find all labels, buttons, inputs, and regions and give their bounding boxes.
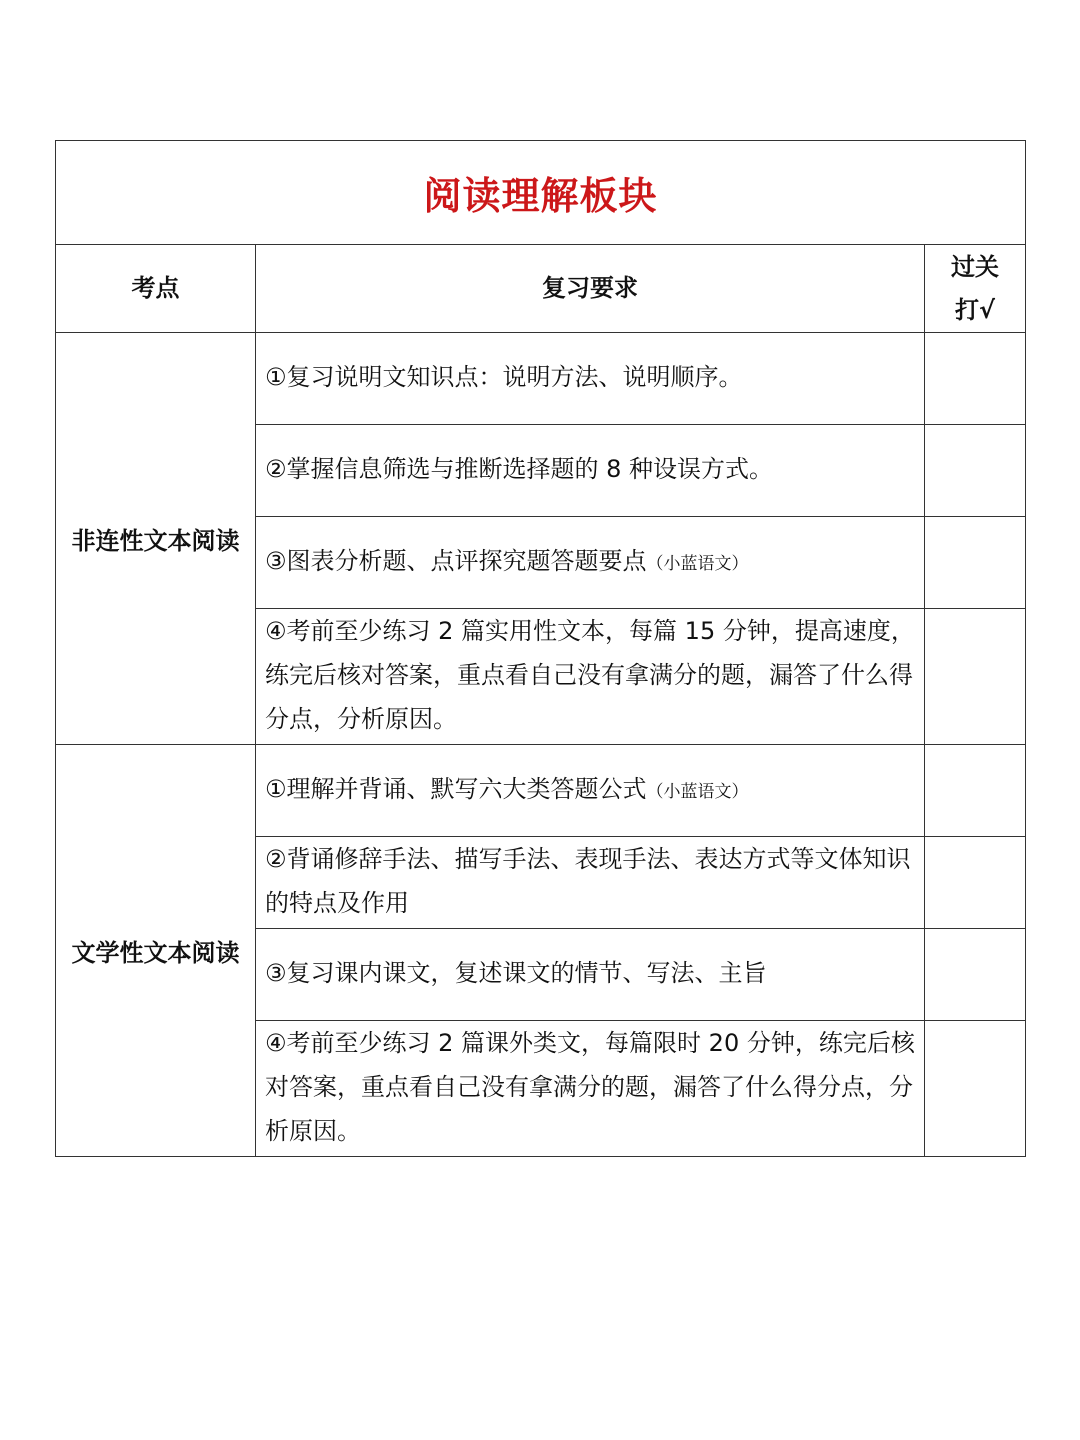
requirement-cell (256, 609, 925, 745)
check-cell[interactable] (925, 1021, 1026, 1157)
requirement-cell (256, 1021, 925, 1157)
requirement-text: ①复习说明文知识点：说明方法、说明顺序。 (265, 363, 743, 391)
table-row (56, 333, 1026, 425)
header-pass-line2: 打√ (955, 295, 996, 324)
header-row (56, 245, 1026, 333)
header-pass (925, 245, 1026, 333)
title-cell (56, 141, 1026, 245)
check-cell[interactable] (925, 517, 1026, 609)
review-table (55, 140, 1026, 1157)
requirement-text: ③图表分析题、点评探究题答题要点 (265, 547, 647, 575)
header-pass-line1: 过关 (951, 252, 1000, 281)
check-cell[interactable] (925, 929, 1026, 1021)
requirement-text: ②掌握信息筛选与推断选择题的 8 种设误方式。 (265, 455, 774, 483)
requirement-note: （小蓝语文） (646, 782, 749, 802)
check-cell[interactable] (925, 333, 1026, 425)
header-requirement: 复习要求 (256, 245, 925, 333)
check-cell[interactable] (925, 425, 1026, 517)
header-point: 考点 (56, 245, 256, 333)
check-cell[interactable] (925, 609, 1026, 745)
requirement-cell (256, 929, 925, 1021)
check-cell[interactable] (925, 745, 1026, 837)
category-cell: 文学性文本阅读 (56, 745, 256, 1157)
requirement-cell (256, 837, 925, 929)
requirement-cell (256, 745, 925, 837)
table-row (56, 745, 1026, 837)
title-row (56, 141, 1026, 245)
requirement-cell (256, 333, 925, 425)
requirement-text: ②背诵修辞手法、描写手法、表现手法、表达方式等文体知识的特点及作用 (265, 845, 911, 917)
category-cell: 非连性文本阅读 (56, 333, 256, 745)
requirement-text: ③复习课内课文，复述课文的情节、写法、主旨 (265, 959, 767, 987)
requirement-cell (256, 517, 925, 609)
requirement-cell (256, 425, 925, 517)
check-cell[interactable] (925, 837, 1026, 929)
page-title: 阅读理解板块 (423, 174, 658, 218)
requirement-text: ①理解并背诵、默写六大类答题公式 (265, 775, 647, 803)
requirement-text: ④考前至少练习 2 篇课外类文，每篇限时 20 分钟，练完后核对答案，重点看自己没有拿满分的题，漏答了什么得分点，分析原因。 (265, 1029, 915, 1145)
requirement-text: ④考前至少练习 2 篇实用性文本，每篇 15 分钟，提高速度，练完后核对答案，重点看自己没有拿满分的题，漏答了什么得分点，分析原因。 (265, 617, 915, 733)
requirement-note: （小蓝语文） (646, 554, 749, 574)
